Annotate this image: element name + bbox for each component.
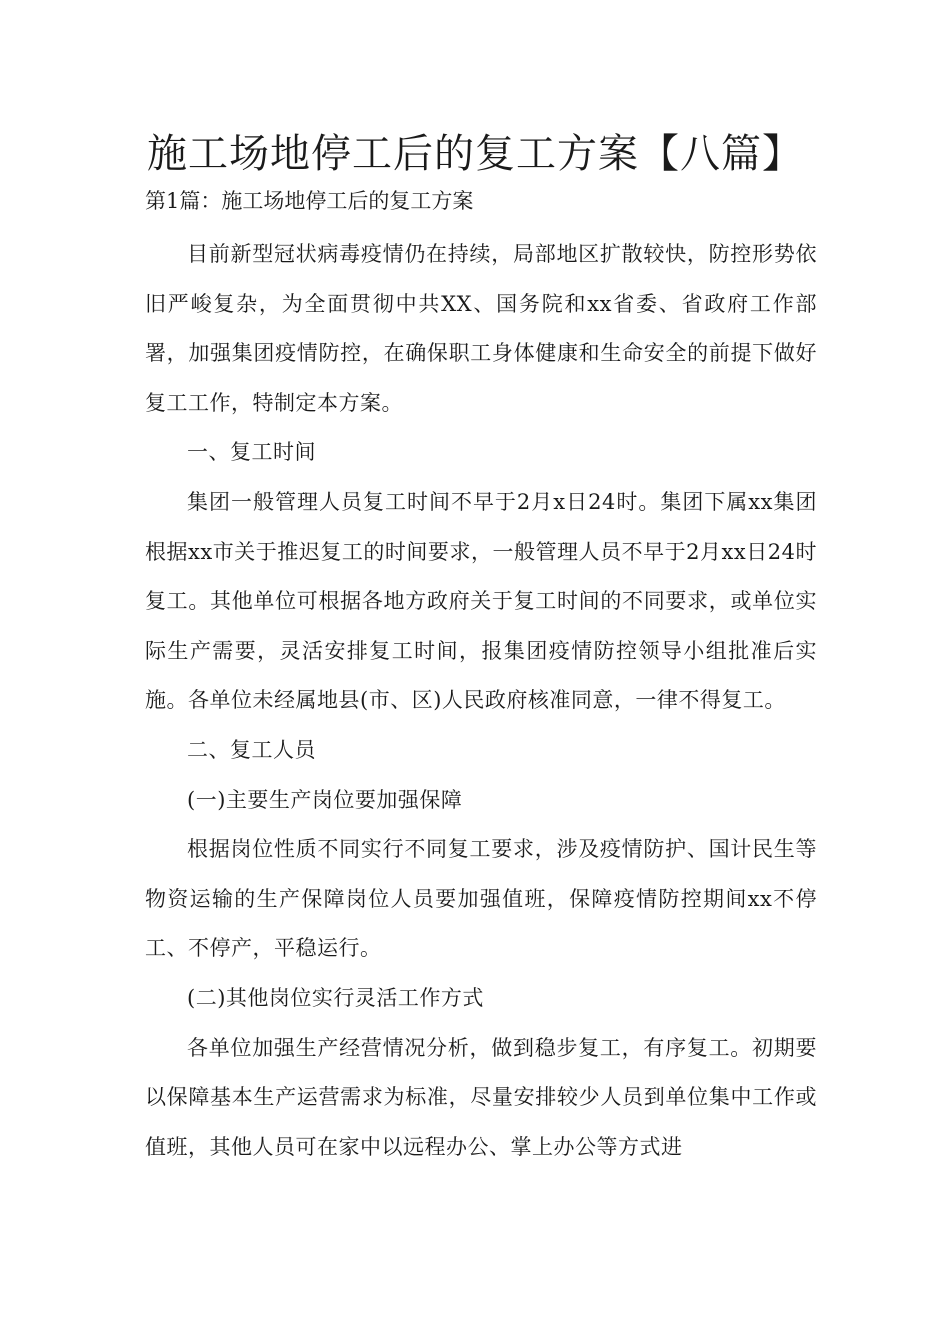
subsection-heading-other-posts: (二)其他岗位实行灵活工作方式: [187, 985, 484, 1010]
document-body: [145, 230, 817, 1172]
section-heading-resume-time: 一、复工时间: [187, 440, 316, 465]
paragraph-resume-time: 集团一般管理人员复工时间不早于2月x日24时。集团下属xx集团根据xx市关于推迟复工的时间要求，一般管理人员不早于2月xx日24时复工。其他单位可根据各地方政府关于复工时间的不同要求，或单位实际生产需要，灵活安排复工时间，报集团疫情防控领导小组批准后实施。各单位未经属地县(市、区)人民政府核准同意，一律不得复工。: [145, 489, 817, 713]
paragraph-main-posts: 根据岗位性质不同实行不同复工要求，涉及疫情防护、国计民生等物资运输的生产保障岗位人员要加强值班，保障疫情防控期间xx不停工、不停产，平稳运行。: [145, 837, 817, 961]
subsection-heading-main-posts: (一)主要生产岗位要加强保障: [187, 787, 463, 812]
document-title: 施工场地停工后的复工方案【八篇】: [147, 131, 803, 177]
paragraph-other-posts: 各单位加强生产经营情况分析，做到稳步复工，有序复工。初期要以保障基本生产运营需求为标准，尽量安排较少人员到单位集中工作或值班，其他人员可在家中以远程办公、掌上办公等方式进: [145, 1035, 817, 1159]
paragraph-intro: 目前新型冠状病毒疫情仍在持续，局部地区扩散较快，防控形势依旧严峻复杂，为全面贯彻中共XX、国务院和xx省委、省政府工作部署，加强集团疫情防控，在确保职工身体健康和生命安全的前提下做好复工工作，特制定本方案。: [145, 242, 817, 415]
section-heading-resume-staff: 二、复工人员: [187, 737, 316, 762]
document-subtitle: 第1篇：施工场地停工后的复工方案: [145, 189, 474, 213]
